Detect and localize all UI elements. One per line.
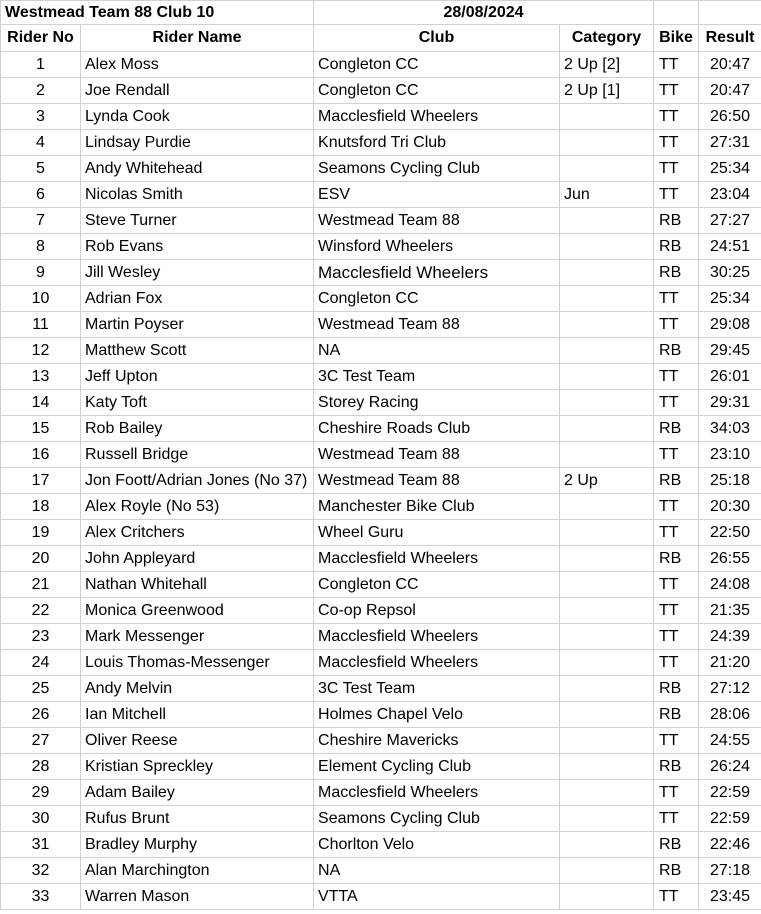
club-cell[interactable]: Macclesfield Wheelers [314, 104, 560, 130]
result-cell[interactable]: 26:01 [699, 364, 761, 390]
club-cell[interactable]: Congleton CC [314, 78, 560, 104]
bike-cell[interactable]: RB [654, 858, 699, 884]
result-cell[interactable]: 20:47 [699, 78, 761, 104]
rider-no-cell[interactable]: 16 [1, 442, 81, 468]
rider-name-cell[interactable]: Lynda Cook [81, 104, 314, 130]
bike-cell[interactable]: TT [654, 728, 699, 754]
result-cell[interactable]: 25:34 [699, 156, 761, 182]
rider-no-cell[interactable]: 2 [1, 78, 81, 104]
club-cell[interactable]: Westmead Team 88 [314, 208, 560, 234]
header-result[interactable]: Result [699, 25, 761, 52]
header-category[interactable]: Category [560, 25, 654, 52]
table-row [1, 546, 761, 572]
title-row [1, 1, 761, 25]
club-cell[interactable]: Seamons Cycling Club [314, 806, 560, 832]
category-cell[interactable] [560, 494, 654, 520]
table-row [1, 260, 761, 286]
club-cell[interactable]: Co-op Repsol [314, 598, 560, 624]
result-cell[interactable]: 24:39 [699, 624, 761, 650]
rider-name-cell[interactable]: Monica Greenwood [81, 598, 314, 624]
club-cell[interactable]: NA [314, 338, 560, 364]
rider-name-cell[interactable]: Alan Marchington [81, 858, 314, 884]
rider-no-cell[interactable]: 23 [1, 624, 81, 650]
rider-name-cell[interactable]: Steve Turner [81, 208, 314, 234]
category-cell[interactable] [560, 780, 654, 806]
bike-cell[interactable]: RB [654, 416, 699, 442]
table-row [1, 754, 761, 780]
category-cell[interactable] [560, 884, 654, 910]
result-cell[interactable]: 23:04 [699, 182, 761, 208]
bike-cell[interactable]: RB [654, 702, 699, 728]
table-row [1, 208, 761, 234]
table-row [1, 286, 761, 312]
rider-no-cell[interactable]: 33 [1, 884, 81, 910]
bike-cell[interactable]: TT [654, 52, 699, 78]
category-cell[interactable] [560, 364, 654, 390]
rider-name-cell[interactable]: Ian Mitchell [81, 702, 314, 728]
rider-name-cell[interactable]: Alex Moss [81, 52, 314, 78]
rider-no-cell[interactable]: 20 [1, 546, 81, 572]
category-cell[interactable] [560, 104, 654, 130]
header-rider-name[interactable]: Rider Name [81, 25, 314, 52]
category-cell[interactable] [560, 546, 654, 572]
bike-cell[interactable]: TT [654, 520, 699, 546]
result-cell[interactable]: 23:10 [699, 442, 761, 468]
bike-cell[interactable]: RB [654, 260, 699, 286]
rider-name-cell[interactable]: Mark Messenger [81, 624, 314, 650]
bike-cell[interactable]: TT [654, 312, 699, 338]
rider-name-cell[interactable]: Adrian Fox [81, 286, 314, 312]
club-cell[interactable]: 3C Test Team [314, 364, 560, 390]
table-row [1, 624, 761, 650]
rider-no-cell[interactable]: 10 [1, 286, 81, 312]
empty-cell[interactable] [654, 1, 699, 25]
table-row [1, 390, 761, 416]
rider-no-cell[interactable]: 31 [1, 832, 81, 858]
club-cell[interactable]: Wheel Guru [314, 520, 560, 546]
result-cell[interactable]: 24:08 [699, 572, 761, 598]
club-cell[interactable]: ESV [314, 182, 560, 208]
result-cell[interactable]: 26:50 [699, 104, 761, 130]
bike-cell[interactable]: TT [654, 130, 699, 156]
bike-cell[interactable]: TT [654, 104, 699, 130]
category-cell[interactable] [560, 676, 654, 702]
rider-no-cell[interactable]: 9 [1, 260, 81, 286]
table-row [1, 364, 761, 390]
table-body [1, 52, 761, 910]
table-row [1, 676, 761, 702]
event-date[interactable]: 28/08/2024 [314, 1, 654, 25]
result-cell[interactable]: 27:31 [699, 130, 761, 156]
table-row [1, 520, 761, 546]
category-cell[interactable] [560, 390, 654, 416]
table-row [1, 104, 761, 130]
rider-name-cell[interactable]: Kristian Spreckley [81, 754, 314, 780]
club-cell[interactable]: Cheshire Mavericks [314, 728, 560, 754]
rider-no-cell[interactable]: 4 [1, 130, 81, 156]
category-cell[interactable] [560, 806, 654, 832]
bike-cell[interactable]: RB [654, 832, 699, 858]
bike-cell[interactable]: RB [654, 754, 699, 780]
result-cell[interactable]: 27:18 [699, 858, 761, 884]
club-cell[interactable]: Macclesfield Wheelers [314, 650, 560, 676]
rider-no-cell[interactable]: 22 [1, 598, 81, 624]
bike-cell[interactable]: TT [654, 624, 699, 650]
rider-name-cell[interactable]: Martin Poyser [81, 312, 314, 338]
table-row [1, 182, 761, 208]
rider-no-cell[interactable]: 26 [1, 702, 81, 728]
category-cell[interactable]: 2 Up [560, 468, 654, 494]
category-cell[interactable]: Jun [560, 182, 654, 208]
result-cell[interactable]: 26:55 [699, 546, 761, 572]
club-cell[interactable]: Manchester Bike Club [314, 494, 560, 520]
club-cell[interactable]: VTTA [314, 884, 560, 910]
table-row [1, 650, 761, 676]
category-cell[interactable] [560, 130, 654, 156]
rider-name-cell[interactable]: Matthew Scott [81, 338, 314, 364]
club-cell[interactable]: Westmead Team 88 [314, 468, 560, 494]
rider-no-cell[interactable]: 8 [1, 234, 81, 260]
club-cell[interactable]: NA [314, 858, 560, 884]
table-row [1, 78, 761, 104]
result-cell[interactable]: 20:47 [699, 52, 761, 78]
category-cell[interactable] [560, 728, 654, 754]
table-row [1, 338, 761, 364]
table-row [1, 234, 761, 260]
rider-name-cell[interactable]: Bradley Murphy [81, 832, 314, 858]
result-cell[interactable]: 27:27 [699, 208, 761, 234]
result-cell[interactable]: 29:08 [699, 312, 761, 338]
category-cell[interactable] [560, 572, 654, 598]
header-club[interactable]: Club [314, 25, 560, 52]
bike-cell[interactable]: TT [654, 806, 699, 832]
table-row [1, 494, 761, 520]
rider-no-cell[interactable]: 27 [1, 728, 81, 754]
rider-no-cell[interactable]: 25 [1, 676, 81, 702]
rider-no-cell[interactable]: 15 [1, 416, 81, 442]
club-cell[interactable]: Holmes Chapel Velo [314, 702, 560, 728]
club-cell[interactable]: Storey Racing [314, 390, 560, 416]
bike-cell[interactable]: TT [654, 182, 699, 208]
category-cell[interactable] [560, 312, 654, 338]
club-cell[interactable]: Chorlton Velo [314, 832, 560, 858]
result-cell[interactable]: 24:51 [699, 234, 761, 260]
bike-cell[interactable]: TT [654, 598, 699, 624]
result-cell[interactable]: 21:35 [699, 598, 761, 624]
result-cell[interactable]: 34:03 [699, 416, 761, 442]
club-cell[interactable]: Macclesfield Wheelers [314, 624, 560, 650]
rider-name-cell[interactable]: Alex Royle (No 53) [81, 494, 314, 520]
result-cell[interactable]: 29:31 [699, 390, 761, 416]
bike-cell[interactable]: TT [654, 494, 699, 520]
rider-name-cell[interactable]: Adam Bailey [81, 780, 314, 806]
club-cell[interactable]: 3C Test Team [314, 676, 560, 702]
table-row [1, 312, 761, 338]
result-cell[interactable]: 22:59 [699, 806, 761, 832]
table-row [1, 858, 761, 884]
bike-cell[interactable]: TT [654, 78, 699, 104]
club-cell[interactable]: Westmead Team 88 [314, 312, 560, 338]
club-cell[interactable]: Seamons Cycling Club [314, 156, 560, 182]
rider-no-cell[interactable]: 3 [1, 104, 81, 130]
bike-cell[interactable]: RB [654, 208, 699, 234]
rider-no-cell[interactable]: 29 [1, 780, 81, 806]
rider-name-cell[interactable]: Lindsay Purdie [81, 130, 314, 156]
rider-no-cell[interactable]: 30 [1, 806, 81, 832]
category-cell[interactable] [560, 702, 654, 728]
rider-name-cell[interactable]: Jeff Upton [81, 364, 314, 390]
rider-no-cell[interactable]: 6 [1, 182, 81, 208]
rider-name-cell[interactable]: Katy Toft [81, 390, 314, 416]
table-row [1, 52, 761, 78]
rider-no-cell[interactable]: 18 [1, 494, 81, 520]
rider-no-cell[interactable]: 12 [1, 338, 81, 364]
category-cell[interactable] [560, 208, 654, 234]
result-cell[interactable]: 21:20 [699, 650, 761, 676]
table-row [1, 442, 761, 468]
club-cell[interactable]: Macclesfield Wheelers [314, 260, 560, 286]
rider-name-cell[interactable]: Rufus Brunt [81, 806, 314, 832]
rider-name-cell[interactable]: Nathan Whitehall [81, 572, 314, 598]
table-row [1, 572, 761, 598]
bike-cell[interactable]: RB [654, 468, 699, 494]
rider-no-cell[interactable]: 21 [1, 572, 81, 598]
rider-no-cell[interactable]: 13 [1, 364, 81, 390]
category-cell[interactable] [560, 156, 654, 182]
bike-cell[interactable]: TT [654, 286, 699, 312]
rider-name-cell[interactable]: Andy Whitehead [81, 156, 314, 182]
bike-cell[interactable]: RB [654, 676, 699, 702]
club-cell[interactable]: Congleton CC [314, 52, 560, 78]
result-cell[interactable]: 25:18 [699, 468, 761, 494]
club-cell[interactable]: Element Cycling Club [314, 754, 560, 780]
category-cell[interactable] [560, 650, 654, 676]
rider-no-cell[interactable]: 5 [1, 156, 81, 182]
bike-cell[interactable]: TT [654, 364, 699, 390]
bike-cell[interactable]: TT [654, 780, 699, 806]
category-cell[interactable] [560, 442, 654, 468]
bike-cell[interactable]: TT [654, 572, 699, 598]
rider-name-cell[interactable]: Oliver Reese [81, 728, 314, 754]
result-cell[interactable]: 20:30 [699, 494, 761, 520]
table-row [1, 598, 761, 624]
club-cell[interactable]: Congleton CC [314, 572, 560, 598]
rider-name-cell[interactable]: Nicolas Smith [81, 182, 314, 208]
bike-cell[interactable]: RB [654, 234, 699, 260]
table-row [1, 416, 761, 442]
result-cell[interactable]: 24:55 [699, 728, 761, 754]
header-row [1, 25, 761, 52]
rider-name-cell[interactable]: Jill Wesley [81, 260, 314, 286]
result-cell[interactable]: 26:24 [699, 754, 761, 780]
club-cell[interactable]: Knutsford Tri Club [314, 130, 560, 156]
bike-cell[interactable]: TT [654, 156, 699, 182]
rider-no-cell[interactable]: 19 [1, 520, 81, 546]
result-cell[interactable]: 30:25 [699, 260, 761, 286]
category-cell[interactable]: 2 Up [2] [560, 52, 654, 78]
category-cell[interactable] [560, 416, 654, 442]
club-cell[interactable]: Westmead Team 88 [314, 442, 560, 468]
category-cell[interactable] [560, 286, 654, 312]
category-cell[interactable] [560, 858, 654, 884]
category-cell[interactable] [560, 598, 654, 624]
table-row [1, 884, 761, 910]
category-cell[interactable] [560, 234, 654, 260]
table-row [1, 806, 761, 832]
bike-cell[interactable]: RB [654, 338, 699, 364]
table-row [1, 832, 761, 858]
rider-name-cell[interactable]: Alex Critchers [81, 520, 314, 546]
bike-cell[interactable]: TT [654, 650, 699, 676]
bike-cell[interactable]: TT [654, 884, 699, 910]
club-cell[interactable]: Cheshire Roads Club [314, 416, 560, 442]
rider-name-cell[interactable]: Rob Bailey [81, 416, 314, 442]
rider-no-cell[interactable]: 24 [1, 650, 81, 676]
table-row [1, 780, 761, 806]
club-cell[interactable]: Macclesfield Wheelers [314, 546, 560, 572]
rider-name-cell[interactable]: Warren Mason [81, 884, 314, 910]
club-cell[interactable]: Winsford Wheelers [314, 234, 560, 260]
category-cell[interactable] [560, 520, 654, 546]
rider-name-cell[interactable]: John Appleyard [81, 546, 314, 572]
club-cell[interactable]: Congleton CC [314, 286, 560, 312]
rider-no-cell[interactable]: 1 [1, 52, 81, 78]
bike-cell[interactable]: RB [654, 546, 699, 572]
header-bike[interactable]: Bike [654, 25, 699, 52]
result-cell[interactable]: 28:06 [699, 702, 761, 728]
rider-name-cell[interactable]: Jon Foott/Adrian Jones (No 37) [81, 468, 314, 494]
table-row [1, 702, 761, 728]
club-cell[interactable]: Macclesfield Wheelers [314, 780, 560, 806]
header-rider-no[interactable]: Rider No [1, 25, 81, 52]
table-row [1, 130, 761, 156]
rider-no-cell[interactable]: 14 [1, 390, 81, 416]
rider-no-cell[interactable]: 7 [1, 208, 81, 234]
category-cell[interactable] [560, 338, 654, 364]
rider-no-cell[interactable]: 32 [1, 858, 81, 884]
category-cell[interactable] [560, 624, 654, 650]
category-cell[interactable] [560, 832, 654, 858]
result-cell[interactable]: 22:50 [699, 520, 761, 546]
rider-name-cell[interactable]: Louis Thomas-Messenger [81, 650, 314, 676]
rider-no-cell[interactable]: 17 [1, 468, 81, 494]
table-row [1, 728, 761, 754]
result-cell[interactable]: 22:59 [699, 780, 761, 806]
result-cell[interactable]: 25:34 [699, 286, 761, 312]
result-cell[interactable]: 27:12 [699, 676, 761, 702]
rider-name-cell[interactable]: Joe Rendall [81, 78, 314, 104]
result-cell[interactable]: 22:46 [699, 832, 761, 858]
bike-cell[interactable]: TT [654, 442, 699, 468]
category-cell[interactable] [560, 260, 654, 286]
category-cell[interactable] [560, 754, 654, 780]
empty-cell[interactable] [699, 1, 761, 25]
rider-no-cell[interactable]: 28 [1, 754, 81, 780]
bike-cell[interactable]: TT [654, 390, 699, 416]
sheet-title[interactable]: Westmead Team 88 Club 10 [1, 1, 314, 25]
table-row [1, 468, 761, 494]
rider-name-cell[interactable]: Russell Bridge [81, 442, 314, 468]
category-cell[interactable]: 2 Up [1] [560, 78, 654, 104]
rider-name-cell[interactable]: Rob Evans [81, 234, 314, 260]
result-cell[interactable]: 23:45 [699, 884, 761, 910]
rider-no-cell[interactable]: 11 [1, 312, 81, 338]
result-cell[interactable]: 29:45 [699, 338, 761, 364]
table-row [1, 156, 761, 182]
rider-name-cell[interactable]: Andy Melvin [81, 676, 314, 702]
